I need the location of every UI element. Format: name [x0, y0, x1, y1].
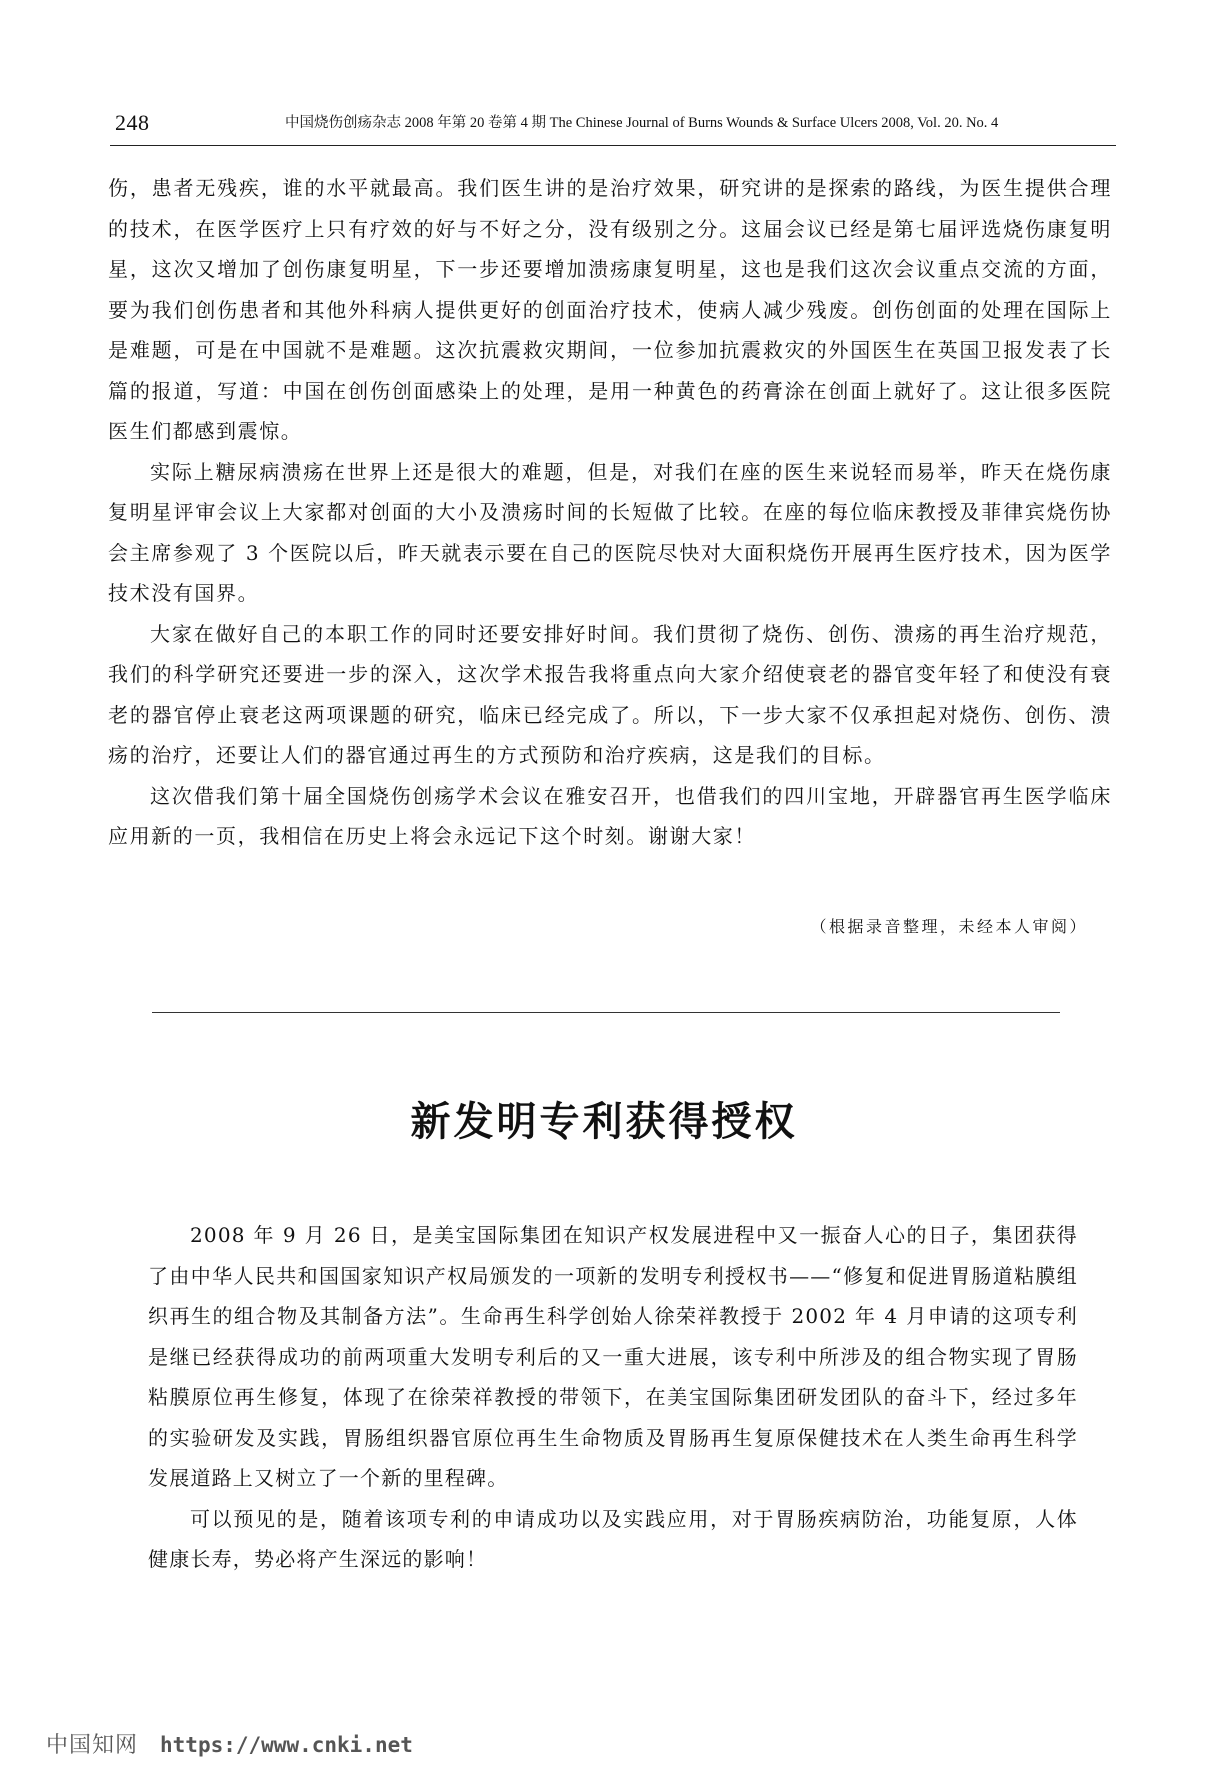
header-rule [110, 145, 1116, 146]
speech-body [108, 168, 1112, 857]
article-title: 新发明专利获得授权 [410, 1099, 798, 1145]
cnki-brand: 中国知网 [46, 1733, 139, 1758]
journal-running-header: 中国烧伤创疡杂志 2008 年第 20 卷第 4 期 The Chinese Journal of Burns Wounds & Surface Ulcers 2008, Vol. 20. No. 4 [285, 115, 999, 131]
speech-paragraph: 大家在做好自己的本职工作的同时还要安排好时间。我们贯彻了烧伤、创伤、溃疡的再生治疗规范，我们的科学研究还要进一步的深入，这次学术报告我将重点向大家介绍使衰老的器官变年轻了和使没有衰老的器官停止衰老这两项课题的研究，临床已经完成了。所以，下一步大家不仅承担起对烧伤、创伤、溃疡的治疗，还要让人们的器官通过再生的方式预防和治疗疾病，这是我们的目标。 [108, 621, 1112, 767]
article-paragraph: 2008 年 9 月 26 日，是美宝国际集团在知识产权发展进程中又一振奋人心的日子，集团获得了由中华人民共和国国家知识产权局颁发的一项新的发明专利授权书——“修复和促进胃肠道粘膜组织再生的组合物及其制备方法”。生命再生科学创始人徐荣祥教授于 2002 年 4 月申请的这项专利是继已经获得成功的前两项重大发明专利后的又一重大进展，该专利中所涉及的组合物实现了胃肠粘膜原位再生修复，体现了在徐荣祥教授的带领下，在美宝国际集团研发团队的奋斗下，经过多年的实验研发及实践，胃肠组织器官原位再生生命物质及胃肠再生复原保健技术在人类生命再生科学发展道路上又树立了一个新的里程碑。 [148, 1223, 1078, 1490]
page-number: 248 [115, 110, 150, 135]
transcript-note: （根据录音整理，未经本人审阅） [810, 917, 1088, 936]
article-body [148, 1215, 1078, 1580]
article-paragraph: 可以预见的是，随着该项专利的申请成功以及实践应用，对于胃肠疾病防治，功能复原，人体健康长寿，势必将产生深远的影响！ [148, 1506, 1078, 1571]
cnki-url[interactable]: https://www.cnki.net [160, 1733, 413, 1757]
speech-paragraph: 伤，患者无残疾，谁的水平就最高。我们医生讲的是治疗效果，研究讲的是探索的路线，为医生提供合理的技术，在医学医疗上只有疗效的好与不好之分，没有级别之分。这届会议已经是第七届评选烧伤康复明星，这次又增加了创伤康复明星，下一步还要增加溃疡康复明星，这也是我们这次会议重点交流的方面，要为我们创伤患者和其他外科病人提供更好的创面治疗技术，使病人减少残废。创伤创面的处理在国际上是难题，可是在中国就不是难题。这次抗震救灾期间，一位参加抗震救灾的外国医生在英国卫报发表了长篇的报道，写道：中国在创伤创面感染上的处理，是用一种黄色的药膏涂在创面上就好了。这让很多医院医生们都感到震惊。 [108, 176, 1112, 443]
section-divider [152, 1012, 1060, 1013]
speech-paragraph: 实际上糖尿病溃疡在世界上还是很大的难题，但是，对我们在座的医生来说轻而易举，昨天在烧伤康复明星评审会议上大家都对创面的大小及溃疡时间的长短做了比较。在座的每位临床教授及菲律宾烧伤协会主席参观了 3 个医院以后，昨天就表示要在自己的医院尽快对大面积烧伤开展再生医疗技术，因为医学技术没有国界。 [108, 459, 1112, 605]
footer-watermark [46, 1735, 413, 1757]
speech-paragraph: 这次借我们第十届全国烧伤创疡学术会议在雅安召开，也借我们的四川宝地，开辟器官再生医学临床应用新的一页，我相信在历史上将会永远记下这个时刻。谢谢大家！ [108, 783, 1112, 848]
